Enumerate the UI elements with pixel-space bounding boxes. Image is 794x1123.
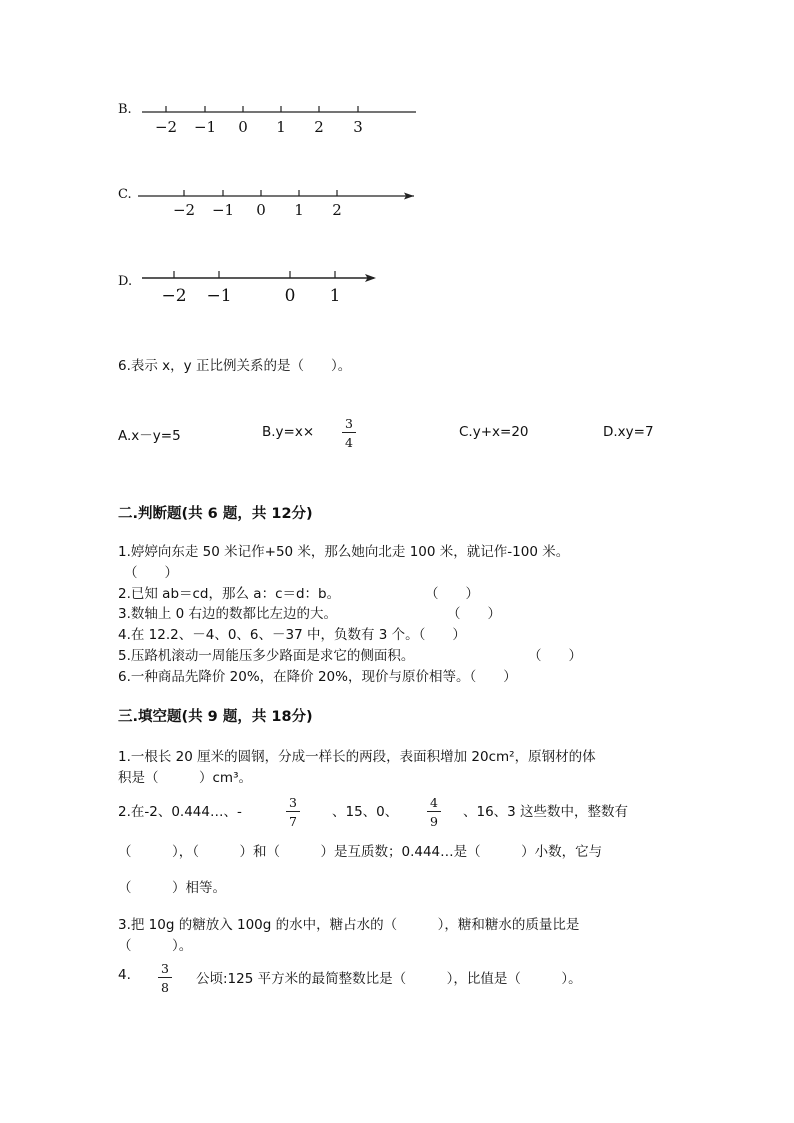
s2-item-6: 6.一种商品先降价 20%，在降价 20%，现价与原价相等。（ ） bbox=[118, 669, 517, 685]
fraction-numerator: 4 bbox=[430, 795, 438, 810]
s3-q2-line3: （ ）相等。 bbox=[118, 880, 226, 896]
q6-option-b: B.y=x× bbox=[262, 424, 315, 440]
s2-item-5: 5.压路机滚动一周能压多少路面是求它的侧面积。 bbox=[118, 648, 415, 664]
number-line-b-graphic bbox=[118, 100, 428, 140]
section2-title: 二.判断题(共 6 题，共 12分) bbox=[118, 506, 313, 522]
fraction-numerator: 3 bbox=[345, 416, 353, 431]
number-line-b bbox=[118, 100, 428, 140]
tick-label: 1 bbox=[329, 286, 341, 306]
s3-q2-part2: 、15、0、 bbox=[332, 804, 399, 820]
q6-option-b-fraction bbox=[342, 416, 356, 450]
tick-label: 2 bbox=[314, 118, 324, 136]
s3-q2-part1: 2.在-2、0.444…、- bbox=[118, 804, 242, 820]
tick-label: 0 bbox=[284, 286, 296, 306]
s3-q2-fraction-2 bbox=[427, 795, 441, 829]
s2-item-2: 2.已知 ab＝cd，那么 a：c＝d：b。 bbox=[118, 586, 341, 602]
tick-label: 3 bbox=[353, 118, 363, 136]
tick-label: −2 bbox=[161, 286, 187, 306]
s3-q3-line1: 3.把 10g 的糖放入 100g 的水中，糖占水的（ ），糖和糖水的质量比是 bbox=[118, 917, 580, 933]
fraction-denominator: 9 bbox=[430, 814, 438, 829]
fraction-denominator: 8 bbox=[161, 980, 169, 995]
fraction-denominator: 7 bbox=[289, 814, 297, 829]
q6-option-a: A.x－y=5 bbox=[118, 428, 181, 444]
q6-option-d: D.xy=7 bbox=[603, 424, 654, 440]
number-line-c-graphic bbox=[118, 183, 428, 223]
s2-item-2-paren: （ ） bbox=[425, 586, 479, 602]
number-line-c bbox=[118, 183, 428, 223]
tick-label: 1 bbox=[294, 201, 304, 219]
fraction-denominator: 4 bbox=[345, 435, 353, 450]
s3-q1-line2: 积是（ ）cm³。 bbox=[118, 770, 252, 786]
s3-q2-part3: 、16、3 这些数中，整数有 bbox=[463, 804, 629, 820]
s2-item-4: 4.在 12.2、－4、0、6、－37 中，负数有 3 个。（ ） bbox=[118, 627, 466, 643]
tick-label: −2 bbox=[154, 118, 178, 136]
tick-label: −2 bbox=[172, 201, 196, 219]
s3-q4-prefix: 4. bbox=[118, 967, 131, 983]
fraction-numerator: 3 bbox=[289, 795, 297, 810]
option-label-c: C. bbox=[118, 187, 132, 202]
tick-label: 2 bbox=[332, 201, 342, 219]
option-label-b: B. bbox=[118, 102, 132, 117]
tick-label: 0 bbox=[256, 201, 266, 219]
s3-q4-fraction bbox=[158, 961, 172, 995]
number-line-d bbox=[118, 270, 428, 310]
number-line-d-graphic bbox=[118, 270, 428, 310]
tick-label: −1 bbox=[193, 118, 217, 136]
q6-stem: 6.表示 x，y 正比例关系的是（ ）。 bbox=[118, 358, 352, 374]
s3-q1-line1: 1.一根长 20 厘米的圆钢，分成一样长的两段，表面积增加 20cm²，原钢材的体 bbox=[118, 749, 596, 765]
s2-item-1: 1.婷婷向东走 50 米记作+50 米，那么她向北走 100 米，就记作-100 米。 bbox=[118, 544, 570, 560]
fraction-numerator: 3 bbox=[161, 961, 169, 976]
option-label-d: D. bbox=[118, 274, 133, 289]
s3-q4-text: 公顷:125 平方米的最简整数比是（ ），比值是（ ）。 bbox=[196, 971, 582, 987]
s3-q2-line2: （ ），（ ）和（ ）是互质数；0.444…是（ ）小数，它与 bbox=[118, 844, 603, 860]
s3-q2-fraction-1 bbox=[286, 795, 300, 829]
tick-label: 0 bbox=[238, 118, 248, 136]
q6-option-c: C.y+x=20 bbox=[459, 424, 529, 440]
s2-item-3: 3.数轴上 0 右边的数都比左边的大。 bbox=[118, 606, 338, 622]
tick-label: 1 bbox=[276, 118, 286, 136]
tick-label: −1 bbox=[206, 286, 232, 306]
s2-item-5-paren: （ ） bbox=[528, 648, 582, 664]
s3-q3-line2: （ ）。 bbox=[118, 938, 193, 954]
s2-item-3-paren: （ ） bbox=[447, 606, 501, 622]
tick-label: −1 bbox=[211, 201, 235, 219]
section3-title: 三.填空题(共 9 题，共 18分) bbox=[118, 709, 313, 725]
s2-item-1-paren: （ ） bbox=[124, 565, 178, 581]
